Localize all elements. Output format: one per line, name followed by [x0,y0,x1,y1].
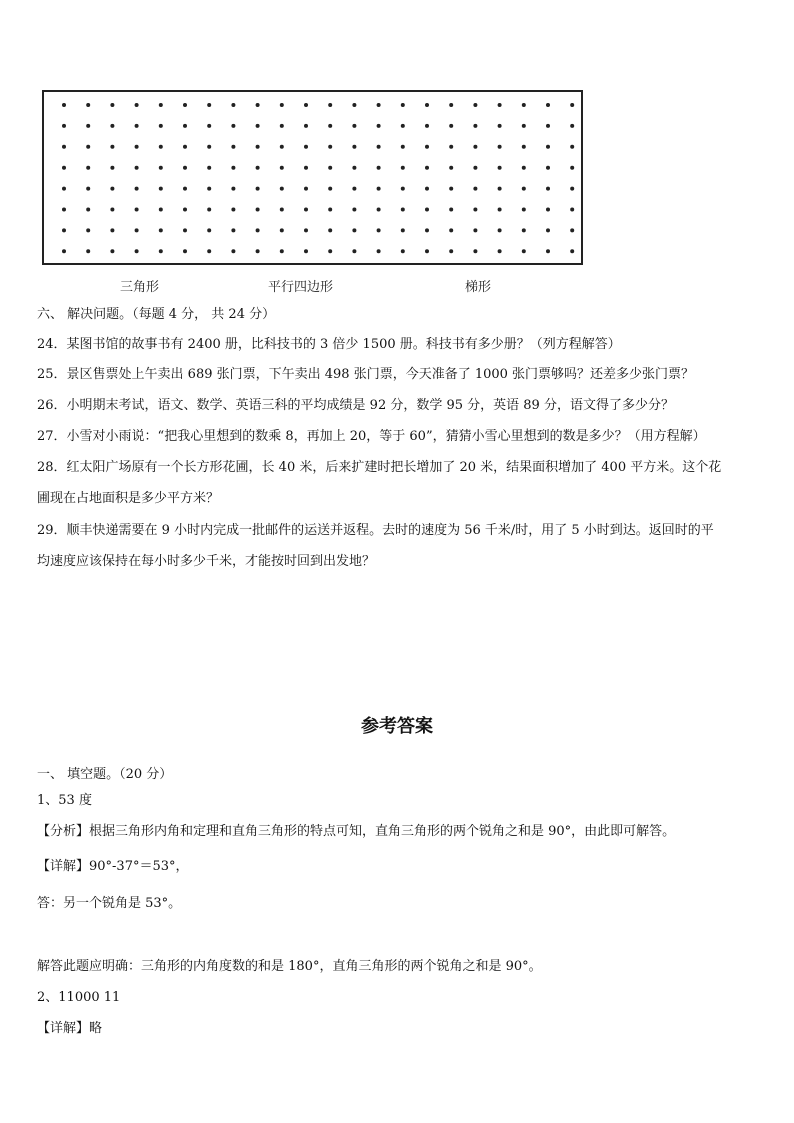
grid-dot [86,187,90,191]
label-trapezoid: 梯形 [465,280,492,295]
grid-dot [522,145,526,149]
grid-dot [377,208,381,212]
grid-dot [377,124,381,128]
grid-dot [110,249,114,253]
answer-1-note: 解答此题应明确：三角形的内角度数的和是 180°，直角三角形的两个锐角之和是 90°。 [37,959,542,974]
grid-dot [62,249,66,253]
grid-dot [570,187,574,191]
grid-dot [280,228,284,232]
answers-title: 参考答案 [361,716,433,737]
grid-dot [207,228,211,232]
grid-dot [546,187,550,191]
grid-dot [546,145,550,149]
grid-dot [473,145,477,149]
grid-dot [522,208,526,212]
grid-dot [159,145,163,149]
grid-dot [62,145,66,149]
grid-dot [207,124,211,128]
grid-dot [328,187,332,191]
grid-dot [159,249,163,253]
grid-dot [304,228,308,232]
grid-dot [231,187,235,191]
grid-dot [401,124,405,128]
grid-dot [280,103,284,107]
question-26: 26．小明期末考试，语文、数学、英语三科的平均成绩是 92 分，数学 95 分，英语 89 分，语文得了多少分？ [37,398,674,413]
grid-dot [135,145,139,149]
grid-dot [231,145,235,149]
grid-dot [449,208,453,212]
grid-dot [449,187,453,191]
grid-dot [256,103,260,107]
grid-dot [522,103,526,107]
grid-dot [86,228,90,232]
grid-dot [352,166,356,170]
answers-section1-heading: 一、 填空题。（20 分） [37,767,173,782]
grid-dot [62,208,66,212]
grid-dot [449,249,453,253]
grid-dot [546,166,550,170]
question-28-line1: 28．红太阳广场原有一个长方形花圃，长 40 米，后来扩建时把长增加了 20 米，结果面积增加了 400 平方米。这个花 [37,460,722,475]
grid-dot [110,228,114,232]
grid-dot [207,187,211,191]
grid-dot [135,249,139,253]
question-29-line2: 均速度应该保持在每小时多少千米，才能按时回到出发地？ [37,554,376,569]
grid-dot [449,145,453,149]
grid-dot [207,249,211,253]
grid-dot [135,228,139,232]
grid-dot [110,103,114,107]
grid-dot [256,166,260,170]
grid-dot [110,166,114,170]
grid-dot [401,145,405,149]
grid-dot [401,187,405,191]
grid-dot [498,249,502,253]
grid-dot [135,208,139,212]
grid-dot [473,124,477,128]
grid-dot [425,208,429,212]
answer-1-detail: 【详解】90°-37°＝53°， [37,859,189,874]
grid-dot [62,124,66,128]
grid-dot [425,124,429,128]
grid-dot [473,187,477,191]
grid-dot [86,249,90,253]
grid-dot [207,145,211,149]
grid-dot [304,124,308,128]
dot-grid [44,92,581,263]
grid-dot [425,103,429,107]
grid-dot [522,228,526,232]
grid-dot [183,249,187,253]
grid-dot [280,124,284,128]
grid-dot [280,187,284,191]
grid-dot [498,145,502,149]
grid-dot [256,187,260,191]
question-27: 27．小雪对小雨说：“把我心里想到的数乘 8，再加上 20，等于 60”，猜猜小雪心里想到的数是多少？（用方程解） [37,429,706,444]
grid-dot [425,249,429,253]
grid-dot [256,124,260,128]
question-24: 24．某图书馆的故事书有 2400 册，比科技书的 3 倍少 1500 册。科技书有多少册？（列方程解答） [37,337,621,352]
grid-dot [280,166,284,170]
grid-dot [207,166,211,170]
grid-dot [328,166,332,170]
grid-dot [473,166,477,170]
grid-dot [231,103,235,107]
answer-2-detail: 【详解】略 [37,1021,103,1036]
grid-dot [110,124,114,128]
answer-1-head: 1、53 度 [37,793,92,808]
grid-dot [231,228,235,232]
grid-dot [546,249,550,253]
grid-dot [473,228,477,232]
grid-dot [231,249,235,253]
grid-dot [328,103,332,107]
grid-dot [86,103,90,107]
grid-dot [570,145,574,149]
grid-dot [546,124,550,128]
grid-dot [328,228,332,232]
answer-1-answer: 答：另一个锐角是 53°。 [37,896,182,911]
grid-dot [570,249,574,253]
grid-dot [256,145,260,149]
grid-dot [304,103,308,107]
grid-dot [328,124,332,128]
grid-dot [570,208,574,212]
grid-dot [377,103,381,107]
grid-dot [425,187,429,191]
answer-1-analysis: 【分析】根据三角形内角和定理和直角三角形的特点可知，直角三角形的两个锐角之和是 90°，由此即可解答。 [37,824,676,839]
grid-dot [401,208,405,212]
grid-dot [377,187,381,191]
grid-dot [352,228,356,232]
grid-dot [159,208,163,212]
grid-dot [183,187,187,191]
grid-dot [522,124,526,128]
grid-dot [377,166,381,170]
question-29-line1: 29．顺丰快递需要在 9 小时内完成一批邮件的运送并返程。去时的速度为 56 千米/时，用了 5 小时到达。返回时的平 [37,523,714,538]
grid-dot [159,103,163,107]
grid-dot [570,228,574,232]
label-parallelogram: 平行四边形 [268,280,334,295]
grid-dot [231,166,235,170]
grid-dot [183,208,187,212]
grid-dot [449,124,453,128]
grid-dot [425,145,429,149]
grid-dot [377,249,381,253]
grid-dot [352,124,356,128]
grid-dot [86,145,90,149]
grid-dot [425,166,429,170]
grid-dot [449,166,453,170]
grid-dot [352,145,356,149]
grid-dot [256,228,260,232]
grid-dot [62,228,66,232]
grid-dot [304,208,308,212]
grid-dot [135,103,139,107]
grid-dot [135,166,139,170]
grid-dot [304,249,308,253]
question-28-line2: 圃现在占地面积是多少平方米？ [37,491,220,506]
grid-dot [352,249,356,253]
grid-dot [231,124,235,128]
grid-dot [498,103,502,107]
grid-dot [159,187,163,191]
grid-dot [473,249,477,253]
grid-dot [473,103,477,107]
grid-dot [256,208,260,212]
section6-heading: 六、 解决问题。（每题 4 分， 共 24 分） [37,307,276,322]
grid-dot [256,249,260,253]
grid-dot [377,145,381,149]
grid-dot [449,103,453,107]
grid-dot [546,208,550,212]
grid-dot [498,228,502,232]
grid-dot [135,187,139,191]
grid-dot [110,145,114,149]
grid-dot [570,124,574,128]
grid-dot [546,228,550,232]
grid-dot [498,208,502,212]
grid-dot [183,103,187,107]
grid-dot [304,187,308,191]
grid-dot [377,228,381,232]
grid-dot [207,208,211,212]
grid-dot [110,187,114,191]
grid-dot [159,166,163,170]
grid-dot [62,103,66,107]
grid-dot [570,166,574,170]
grid-dot [473,208,477,212]
grid-dot [522,166,526,170]
grid-dot [328,208,332,212]
grid-dot [328,145,332,149]
grid-dot [86,124,90,128]
grid-dot [449,228,453,232]
question-25: 25．景区售票处上午卖出 689 张门票，下午卖出 498 张门票，今天准备了 1000 张门票够吗？还差多少张门票？ [37,367,695,382]
grid-dot [401,166,405,170]
grid-dot [280,208,284,212]
grid-dot [570,103,574,107]
grid-dot [352,103,356,107]
grid-dot [159,124,163,128]
grid-dot [522,249,526,253]
grid-dot [62,166,66,170]
grid-dot [425,228,429,232]
grid-dot [159,228,163,232]
grid-dot [110,208,114,212]
grid-dot [328,249,332,253]
grid-dot [280,249,284,253]
grid-dot [401,103,405,107]
grid-dot [401,228,405,232]
grid-dot [304,145,308,149]
grid-dot [498,166,502,170]
label-triangle: 三角形 [120,280,160,295]
grid-dot [304,166,308,170]
grid-dot [183,124,187,128]
grid-dot [280,145,284,149]
answer-2-head: 2、11000 11 [37,990,121,1005]
grid-dot [352,187,356,191]
grid-dot [183,228,187,232]
grid-dot [135,124,139,128]
grid-dot [498,187,502,191]
grid-dot [401,249,405,253]
grid-dot [498,124,502,128]
dot-grid-box [42,90,583,265]
grid-dot [352,208,356,212]
grid-dot [86,166,90,170]
grid-dot [546,103,550,107]
grid-dot [522,187,526,191]
grid-dot [86,208,90,212]
grid-dot [231,208,235,212]
grid-dot [207,103,211,107]
grid-dot [62,187,66,191]
grid-dot [183,145,187,149]
grid-dot [183,166,187,170]
